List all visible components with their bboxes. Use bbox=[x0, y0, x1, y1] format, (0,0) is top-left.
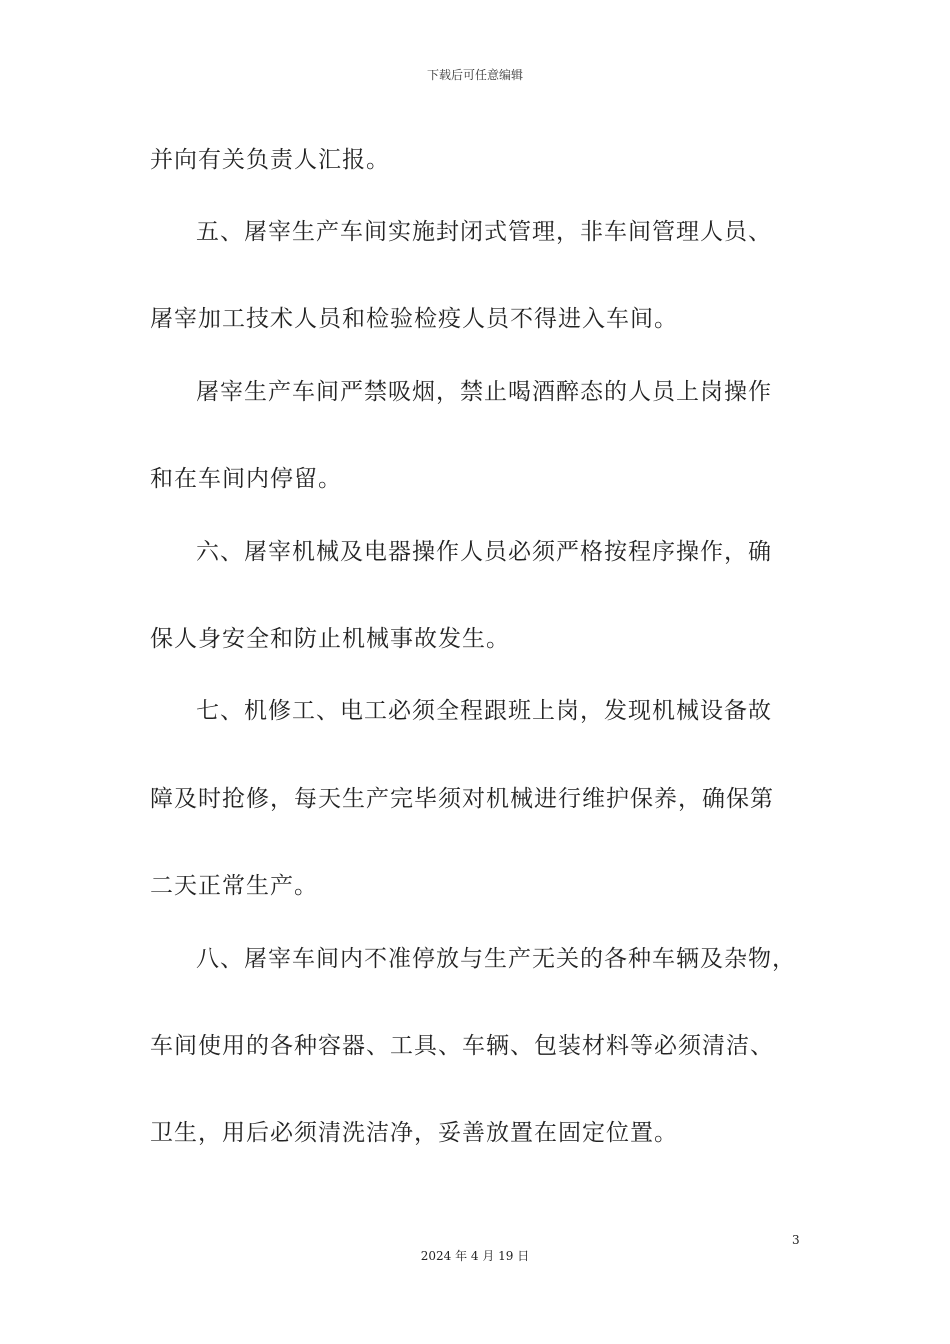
body-line-11: 八、屠宰车间内不准停放与生产无关的各种车辆及杂物， bbox=[196, 946, 796, 972]
footer-date: 2024 年 4 月 19 日 bbox=[420, 1249, 530, 1263]
body-line-8: 七、机修工、电工必须全程跟班上岗，发现机械设备故 bbox=[196, 698, 772, 724]
page-header: 下载后可任意编辑 bbox=[426, 68, 523, 82]
body-line-6: 六、屠宰机械及电器操作人员必须严格按程序操作，确 bbox=[196, 539, 772, 565]
body-line-4: 屠宰生产车间严禁吸烟，禁止喝酒醉态的人员上岗操作 bbox=[196, 379, 772, 405]
body-line-9: 障及时抢修，每天生产完毕须对机械进行维护保养，确保第 bbox=[150, 786, 774, 812]
page-number: 3 bbox=[792, 1233, 800, 1247]
body-line-12: 车间使用的各种容器、工具、车辆、包装材料等必须清洁、 bbox=[150, 1033, 774, 1059]
body-line-10: 二天正常生产。 bbox=[150, 873, 318, 899]
body-line-1: 并向有关负责人汇报。 bbox=[150, 147, 390, 173]
body-line-3: 屠宰加工技术人员和检验检疫人员不得进入车间。 bbox=[150, 306, 678, 332]
body-line-13: 卫生，用后必须清洗洁净，妥善放置在固定位置。 bbox=[150, 1120, 678, 1146]
body-line-7: 保人身安全和防止机械事故发生。 bbox=[150, 626, 510, 652]
body-line-5: 和在车间内停留。 bbox=[150, 466, 342, 492]
body-line-2: 五、屠宰生产车间实施封闭式管理，非车间管理人员、 bbox=[196, 219, 772, 245]
